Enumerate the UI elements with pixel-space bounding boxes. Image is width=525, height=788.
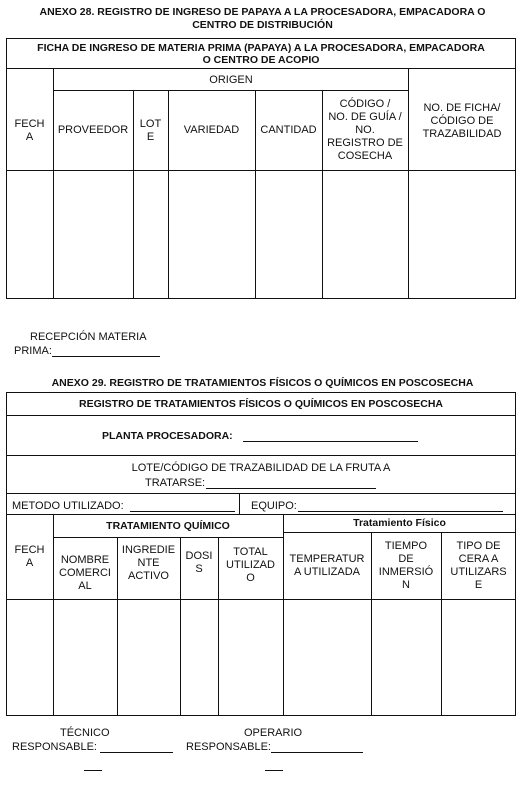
tratamiento-fisico-header: Tratamiento Físico <box>353 516 446 529</box>
reception-signature-line[interactable] <box>52 356 160 357</box>
col-text: N <box>402 579 410 591</box>
annex29-col-cera <box>441 533 516 599</box>
annex28-data-cell-cantidad[interactable] <box>256 171 322 298</box>
annex28-col-proveedor <box>53 91 133 170</box>
col-text: VARIEDAD <box>183 124 240 136</box>
annex28-form-title-line2: O CENTRO DE ACOPIO <box>202 54 320 66</box>
col-text: COMERCI <box>59 567 111 579</box>
annex29-data-cell-cera[interactable] <box>442 600 515 715</box>
annex29-data-cell-dosis[interactable] <box>181 600 218 715</box>
annex29-title: ANEXO 29. REGISTRO DE TRATAMIENTOS FÍSICOS O QUÍMICOS EN POSCOSECHA <box>51 377 474 389</box>
col-text: AL <box>78 580 92 592</box>
col-text: UTILIZAD <box>226 558 275 571</box>
col-text: CÓDIGO DE <box>430 114 494 127</box>
equipo-input-line[interactable] <box>298 511 503 512</box>
equipo-label: EQUIPO: <box>251 500 297 512</box>
operario-signature-line-extra <box>265 770 283 771</box>
col-text: REGISTRO DE <box>327 137 403 149</box>
tratamiento-quimico-header: TRATAMIENTO QUÍMICO <box>106 520 230 532</box>
lote-input-line[interactable] <box>206 488 376 489</box>
annex29-data-cell-nombre[interactable] <box>54 600 117 715</box>
col-text: E <box>474 579 483 591</box>
annex28-col-cantidad <box>255 91 322 170</box>
annex29-data-cell-total[interactable] <box>219 600 283 715</box>
annex29-divider <box>6 455 516 456</box>
metodo-label: METODO UTILIZADO: <box>12 500 124 512</box>
planta-input-line[interactable] <box>243 441 418 442</box>
col-text: A <box>25 557 34 569</box>
col-text: DOSI <box>185 550 213 562</box>
col-text: CÓDIGO / <box>339 98 391 110</box>
col-text: TOTAL <box>233 545 268 558</box>
col-text: NTE <box>137 556 160 569</box>
col-text: CERA A <box>458 553 499 565</box>
annex29-data-cell-tiempo[interactable] <box>372 600 441 715</box>
annex29-col-tiempo <box>371 533 441 599</box>
planta-label: PLANTA PROCESADORA: <box>102 430 233 442</box>
col-text: NO. DE FICHA/ <box>423 101 501 114</box>
lote-label-line2: TRATARSE: <box>145 477 206 489</box>
col-text: NO. <box>355 124 375 136</box>
annex28-form-title-line1: FICHA DE INGRESO DE MATERIA PRIMA (PAPAYA) A LA PROCESADORA, EMPACADORA <box>37 42 485 54</box>
lote-label-line1: LOTE/CÓDIGO DE TRAZABILIDAD DE LA FRUTA A <box>131 462 391 474</box>
annex28-col-lote <box>133 91 168 170</box>
annex28-col-ficha <box>408 91 516 151</box>
operario-label-line2: RESPONSABLE: <box>186 741 271 753</box>
col-text: ACTIVO <box>128 569 169 582</box>
reception-label-line2: PRIMA: <box>14 345 52 357</box>
col-text: TEMPERATUR <box>289 553 365 565</box>
annex29-data-cell-ingrediente[interactable] <box>118 600 180 715</box>
reception-label-line1: RECEPCIÓN MATERIA <box>30 331 147 343</box>
col-text: INGREDIE <box>121 543 176 556</box>
col-text: FECH <box>14 117 45 130</box>
annex28-data-cell-variedad[interactable] <box>169 171 255 298</box>
tecnico-signature-line-extra <box>84 770 102 771</box>
annex29-divider <box>6 415 516 416</box>
annex29-divider <box>6 493 516 494</box>
annex28-col-fecha <box>6 91 53 170</box>
col-text: PROVEEDOR <box>57 124 129 136</box>
annex29-col-dosis <box>180 538 218 588</box>
annex29-col-nombre <box>53 538 117 599</box>
annex28-origen-top <box>53 68 409 69</box>
annex28-col-codigo <box>322 91 408 170</box>
tecnico-label-line1: TÉCNICO <box>60 727 110 739</box>
annex29-vline <box>239 493 240 514</box>
col-text: S <box>195 563 203 575</box>
annex28-data-cell-codigo[interactable] <box>323 171 408 298</box>
annex29-form-title: REGISTRO DE TRATAMIENTOS FÍSICOS O QUÍMICOS EN POSCOSECHA <box>78 398 444 410</box>
tecnico-signature-line[interactable] <box>100 752 173 753</box>
annex29-col-temperatura <box>283 533 371 599</box>
col-text: A UTILIZADA <box>293 566 361 578</box>
col-text: DE <box>398 553 414 565</box>
col-text: A <box>25 130 34 143</box>
annex28-data-cell-lote[interactable] <box>134 171 168 298</box>
annex28-title-line2: CENTRO DE DISTRIBUCIÓN <box>192 19 333 31</box>
annex29-col-fecha <box>6 515 53 599</box>
tecnico-label-line2: RESPONSABLE: <box>12 741 97 753</box>
col-text: TRAZABILIDAD <box>422 127 502 140</box>
annex29-col-ingrediente <box>117 538 180 588</box>
col-text: UTILIZARS <box>450 566 507 578</box>
annex29-data-cell-temperatura[interactable] <box>284 600 371 715</box>
operario-signature-line[interactable] <box>271 752 363 753</box>
col-text: CANTIDAD <box>260 124 317 136</box>
col-text: FECH <box>14 544 45 556</box>
col-text: E <box>146 130 155 143</box>
annex28-col-variedad <box>168 91 255 170</box>
col-text: LOT <box>139 117 162 130</box>
annex28-data-cell-fecha[interactable] <box>7 171 53 298</box>
annex28-data-cell-ficha[interactable] <box>409 171 515 298</box>
col-text: TIPO DE <box>456 540 501 552</box>
annex29-data-cell-fecha[interactable] <box>7 600 53 715</box>
annex28-title-line1: ANEXO 28. REGISTRO DE INGRESO DE PAPAYA A LA PROCESADORA, EMPACADORA O <box>39 6 486 18</box>
col-text: COSECHA <box>337 150 393 162</box>
annex28-origen-label: ORIGEN <box>209 73 253 86</box>
col-text: NO. DE GUÍA / <box>328 111 402 123</box>
annex29-col-total <box>218 538 283 592</box>
annex28-data-cell-proveedor[interactable] <box>54 171 133 298</box>
col-text: NOMBRE <box>60 554 110 566</box>
col-text: INMERSIÓ <box>378 566 434 578</box>
col-text: TIEMPO <box>384 540 428 552</box>
col-text: O <box>246 571 255 584</box>
operario-label-line1: OPERARIO <box>244 727 303 739</box>
metodo-input-line[interactable] <box>130 511 235 512</box>
